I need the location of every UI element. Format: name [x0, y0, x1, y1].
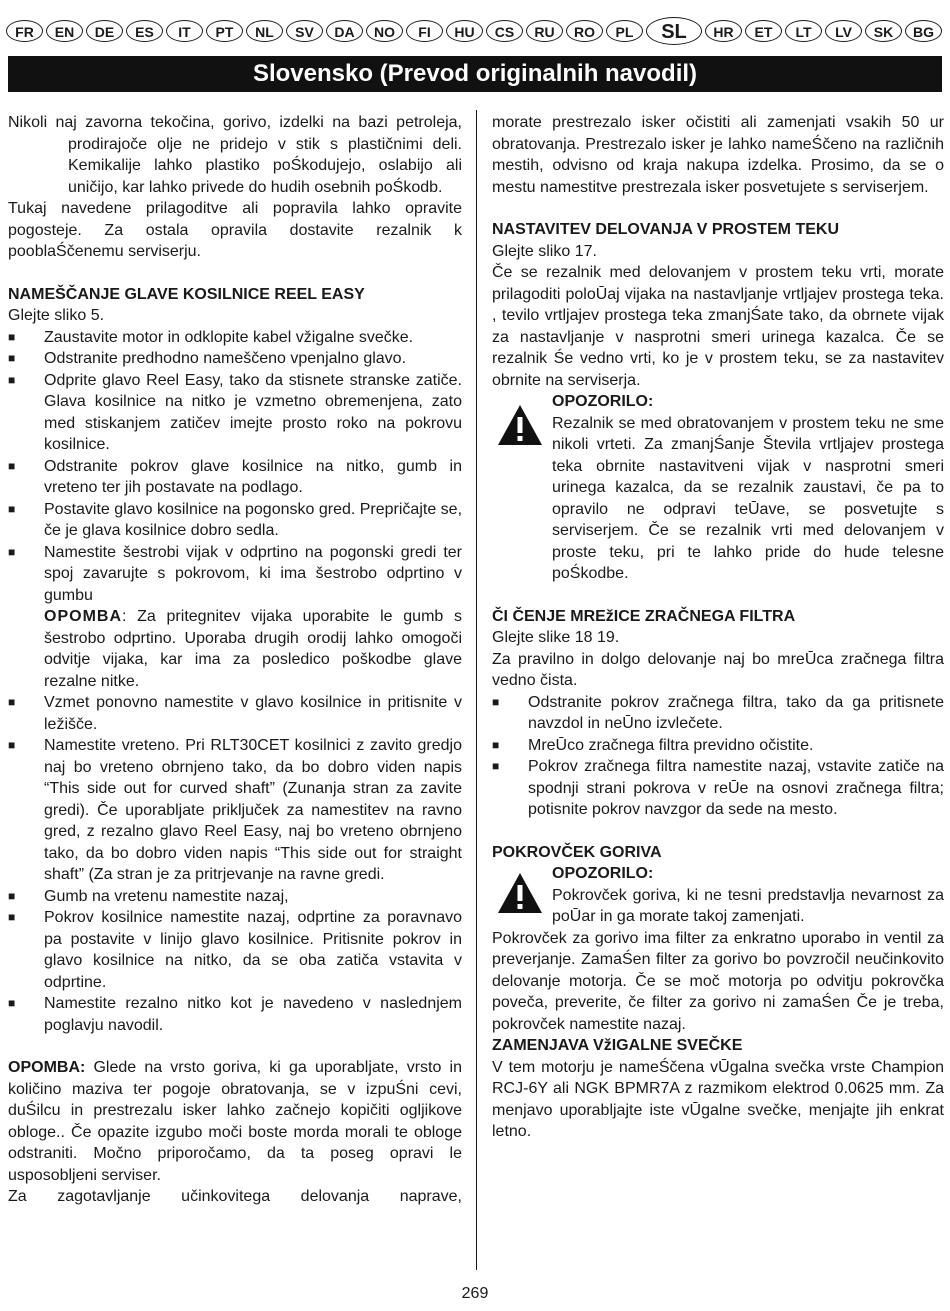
list-item: ■ Pokrov kosilnice namestite nazaj, odprtine za poravnavo pa postavite v linijo glavo kosilnice. Pritisnite pokrov in glavo kosilnice na nitko, da se oba zatiča vstavita v odprtine. — [8, 907, 462, 993]
language-tab-fr[interactable]: FR — [6, 20, 43, 42]
adjustments-paragraph: Tukaj navedene prilagoditve ali popravila lahko opravite pogosteje. Za ostala opravila dostavite rezalnik k pooblaŚčenemu serviserju. — [8, 200, 462, 260]
language-tab-lv[interactable]: LV — [825, 20, 862, 42]
note-paragraph — [8, 606, 462, 692]
note-label: OPOMBA: — [8, 1059, 86, 1076]
language-tab-fi[interactable]: FI — [406, 20, 443, 42]
left-column — [8, 112, 462, 1208]
language-tab-lt[interactable]: LT — [785, 20, 822, 42]
warning-text: Rezalnik se med obratovanjem v prostem teku ne sme nikoli vrteti. Za zmanjŚanje Števila vrtljajev prostega teka obrnite nastavitveni vijak v nasprotni smeri urinega kazalca, da se rezalnik zaustavi, če pa to opravilo ne odpravi teŪave, se posvetujte s serviserjem. Če se rezalnik vrti med delovanjem v proste teku, pri te lahko pride do hude telesne poŚkodbe. — [552, 414, 944, 582]
bullet-list-c — [492, 692, 944, 821]
list-item: ■ Namestite vreteno. Pri RLT30CET kosilnici z zavito gredjo naj bo vreteno obrnjeno tako, da bo dobro viden napis “This side out for curved shaft” (Zunanja stran za zavite gredi). Če uporabljate priključek za namestitev na ravno gred, z rezalno glavo Reel Easy, naj bo vreteno obrnjeno tako, da bo dobro viden napis “This side out for straight shaft” (Za stran je za pritrjevanje na ravne gredi. — [8, 735, 462, 886]
continued-paragraph: Za zagotavljanje učinkovitega delovanja naprave, — [8, 1188, 462, 1205]
language-tab-it[interactable]: IT — [166, 20, 203, 42]
section-heading-idle: NASTAVITEV DELOVANJA V PROSTEM TEKU — [492, 221, 839, 238]
section-heading-fuel-cap: POKROVČEK GORIVA — [492, 843, 662, 861]
list-item: ■ Odprite glavo Reel Easy, tako da stisnete stranske zatiče. Glava kosilnice na nitko je vzmetno obremenjena, zato med stiskanjem zatičev imejte prosto roko na pokrovu kosilnice. — [8, 370, 462, 456]
bullet-list-b — [8, 692, 462, 1036]
idle-paragraph: Če se rezalnik med delovanjem v prostem teku vrti, morate prilagoditi poloŪaj vijaka na nastavljanje vrtljajev prostega teka. , tevilo vrtljajev prostega teka zmanjŚate tako, da obrnete vijak za nastavljanje v nasprotni smeri urinega kazalca. Če se rezalnik Śe vedno vrti, ko je v prostem teku, se za nastavitev obrnite na serviserja. — [492, 264, 944, 389]
list-item: ■ Pokrov zračnega filtra namestite nazaj, vstavite zatiče na spodnji strani pokrova v reŪe na osnovi zračnega filtra; potisnite pokrov navzgor da sede na mesto. — [492, 756, 944, 821]
list-item: ■ Odstranite predhodno nameščeno vpenjalno glavo. — [8, 348, 462, 370]
figure-reference: Glejte sliko 17. — [492, 242, 597, 260]
spark-plug-paragraph: V tem motorju je nameŚčena vŪgalna svečka vrste Champion RCJ-6Y ali NGK BPMR7A z razmikom elektrod 0.0625 mm. Za menjavo uporabljajte iste vŪgalne svečke, menjajte jih enkrat letno. — [492, 1058, 944, 1140]
language-tab-hr[interactable]: HR — [705, 20, 742, 42]
language-tab-cs[interactable]: CS — [486, 20, 523, 42]
language-tab-et[interactable]: ET — [745, 20, 782, 42]
list-item: ■ Vzmet ponovno namestite v glavo kosilnice in pritisnite v ležišče. — [8, 692, 462, 735]
language-tab-es[interactable]: ES — [126, 20, 163, 42]
note-text: : Za pritegnitev vijaka uporabite le gumb s šestrobo odprtino. Uporaba drugih orodij lahko omogoči odvitje vijaka, kar ima za posledico poškodbe glave rezalne nitke. — [44, 608, 462, 690]
section-heading-spark-plug: ZAMENJAVA VžIGALNE SVEČKE — [492, 1037, 743, 1054]
language-tab-ru[interactable]: RU — [526, 20, 563, 42]
list-item: ■ Odstranite pokrov zračnega filtra, tako da ga pritisnete navzdol in neŪno izvlečete. — [492, 692, 944, 735]
language-tab-sv[interactable]: SV — [286, 20, 323, 42]
warning-block — [492, 863, 944, 928]
bullet-list-a — [8, 327, 462, 607]
warning-title: OPOZORILO: — [552, 393, 654, 410]
section-heading-air-filter: ČI ČENJE MREžICE ZRAČNEGA FILTRA — [492, 607, 796, 625]
warning-title: OPOZORILO: — [552, 865, 654, 882]
column-divider — [476, 110, 477, 1270]
warning-block — [492, 391, 944, 585]
right-column — [492, 112, 944, 1143]
list-item: ■ Zaustavite motor in odklopite kabel vžigalne svečke. — [8, 327, 462, 349]
list-item: ■ Namestite šestrobi vijak v odprtino na pogonski gredi ter spoj zavarujte s pokrovom, ki ima šestrobo odprtino v gumbu — [8, 542, 462, 607]
language-tab-hu[interactable]: HU — [446, 20, 483, 42]
fuel-cap-paragraph: Pokrovček za gorivo ima filter za enkratno uporabo in ventil za preverjanje. ZamaŚen filter za gorivo bo povzročil neučinkovito delovanje motorja. Če se moč motorja po odvitju pokrovčka poveča, preverite, če filter za gorivo ni zamaŚen Če je treba, pokrovček namestite nazaj. — [492, 929, 944, 1033]
intro-paragraph: Nikoli naj zavorna tekočina, gorivo, izdelki na bazi petroleja, prodirajoče olje ne pridejo v stik s plastičnimi deli. Kemikalije lahko plastiko poŚkodujejo, oslabijo ali uničijo, kar lahko privede do hudih osebnih poŚkodb. — [8, 114, 462, 196]
list-item: ■ Gumb na vretenu namestite nazaj, — [8, 886, 462, 908]
language-tab-sk[interactable]: SK — [865, 20, 902, 42]
language-tab-sl[interactable]: SL — [646, 17, 702, 45]
language-tab-bg[interactable]: BG — [905, 20, 942, 42]
section-heading-reel-easy: NAMEŠČANJE GLAVE KOSILNICE REEL EASY — [8, 285, 365, 303]
language-tab-de[interactable]: DE — [86, 20, 123, 42]
spark-arrestor-paragraph: morate prestrezalo isker očistiti ali zamenjati vsakih 50 ur obratovanja. Prestrezalo isker je lahko nameŚčeno na različnih mestih, odvisno od kraja nakupa izdelka. Prosimo, da se o mestu namestitve prestrezala isker posvetujete s serviserjem. — [492, 114, 944, 196]
note-label: OPOMBA — [44, 608, 122, 625]
list-item: ■ Namestite rezalno nitko kot je navedeno v naslednjem poglavju navodil. — [8, 993, 462, 1036]
fuel-note-paragraph — [8, 1057, 462, 1186]
language-tab-en[interactable]: EN — [46, 20, 83, 42]
list-item: ■ MreŪco zračnega filtra previdno očistite. — [492, 735, 944, 757]
language-tab-pl[interactable]: PL — [606, 20, 643, 42]
figure-reference: Glejte slike 18 19. — [492, 629, 620, 646]
air-filter-paragraph: Za pravilno in dolgo delovanje naj bo mreŪca zračnega filtra vedno čista. — [492, 650, 944, 689]
warning-text: Pokrovček goriva, ki ne tesni predstavlja nevarnost za poŪar in ga morate takoj zamenjati. — [552, 886, 944, 925]
list-item: ■ Postavite glavo kosilnice na pogonsko gred. Prepričajte se, če je glava kosilnice dobro sedla. — [8, 499, 462, 542]
figure-reference: Glejte sliko 5. — [8, 307, 105, 324]
page-number: 269 — [461, 1285, 489, 1302]
note-text: Glede na vrsto goriva, ki ga uporabljate, vrsto in količino maziva ter pogoje obratovanja, se v izpuŚni cevi, duŚilcu in prestrezalu isker lahko začnejo kopičiti ogljikove obloge.. Če opazite izgubo moči boste morda morali te obloge odstraniti. Močno priporočamo, da ta poseg opravi le usposobljeni serviser. — [8, 1059, 462, 1184]
list-item: ■ Odstranite pokrov glave kosilnice na nitko, gumb in vreteno ter jih postavate na podlago. — [8, 456, 462, 499]
language-tab-nl[interactable]: NL — [246, 20, 283, 42]
language-tab-da[interactable]: DA — [326, 20, 363, 42]
language-tab-no[interactable]: NO — [366, 20, 403, 42]
language-tab-ro[interactable]: RO — [566, 20, 603, 42]
language-selector — [6, 20, 944, 44]
page-title: Slovensko (Prevod originalnih navodil) — [8, 56, 942, 92]
warning-icon — [496, 403, 544, 447]
language-tab-pt[interactable]: PT — [206, 20, 243, 42]
warning-icon — [496, 871, 544, 915]
